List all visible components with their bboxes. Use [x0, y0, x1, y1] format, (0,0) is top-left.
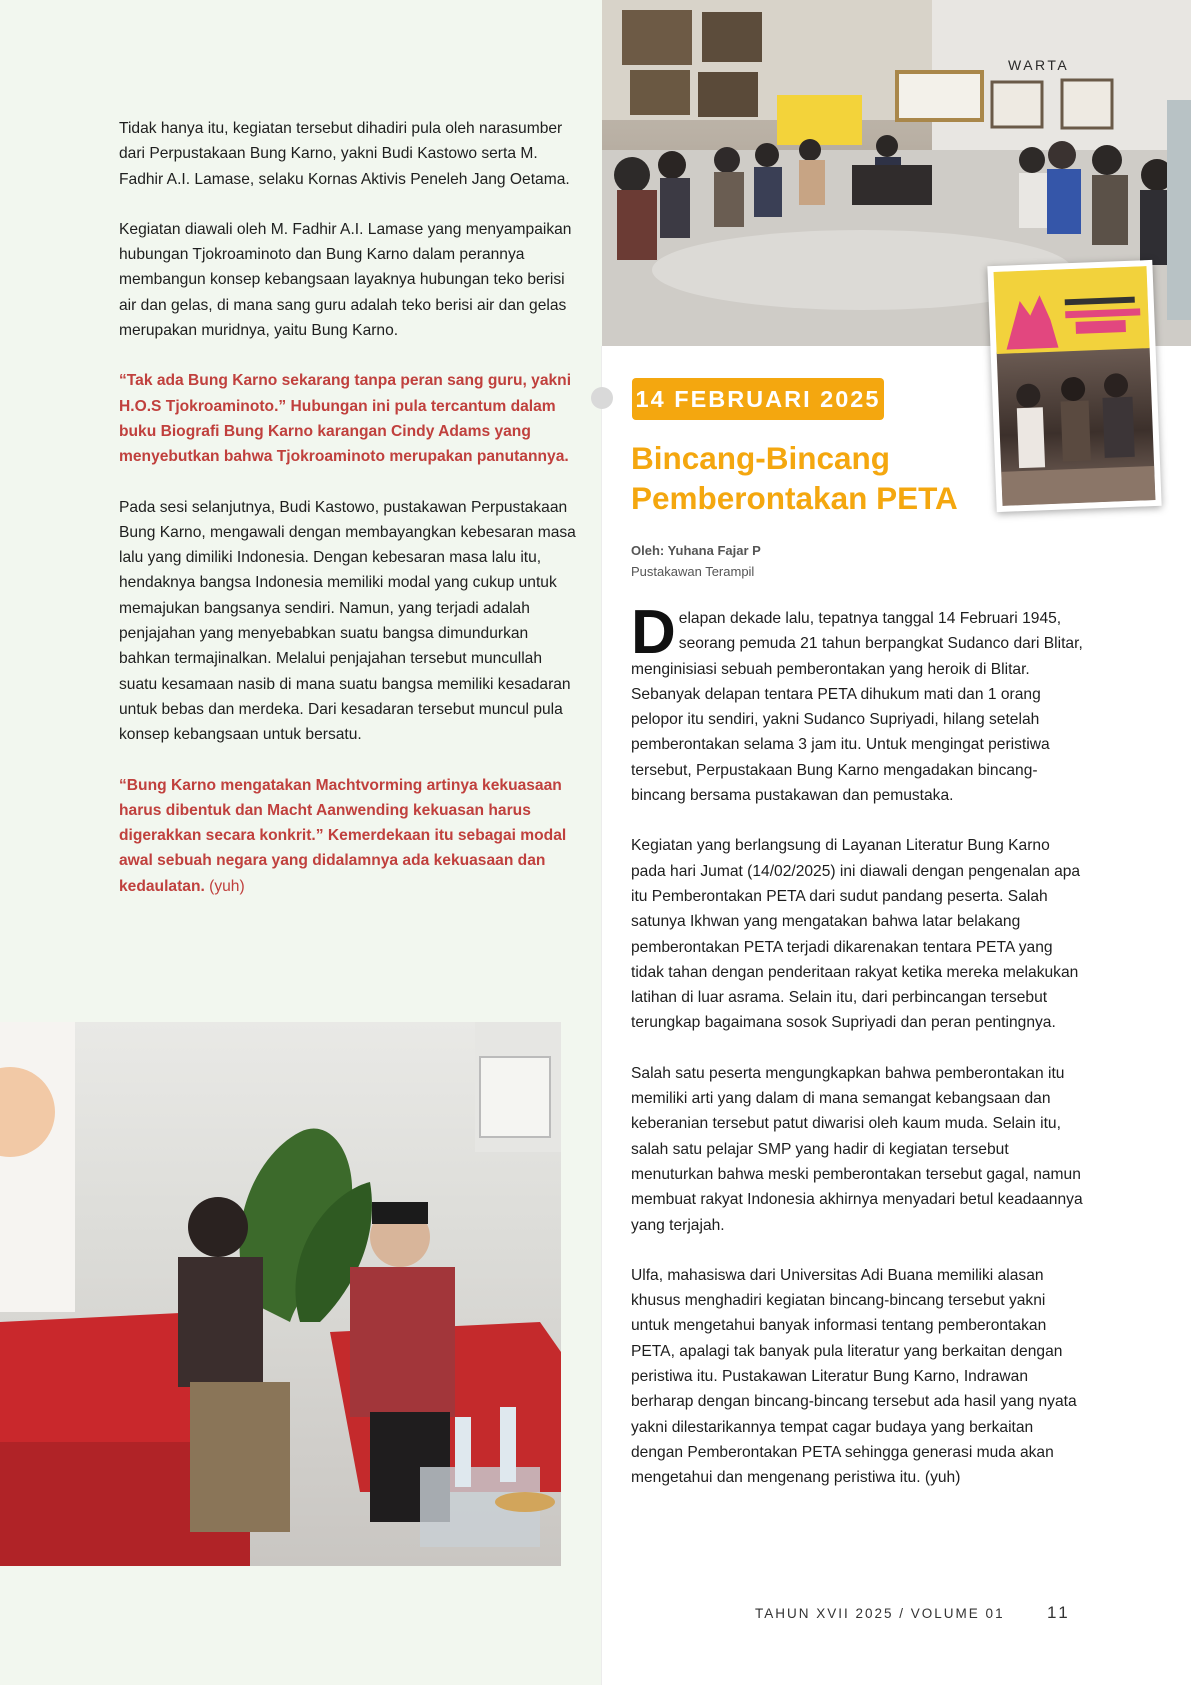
date-badge: 14 FEBRUARI 2025 — [632, 378, 884, 420]
drop-cap: D — [631, 598, 676, 667]
article-title — [631, 438, 971, 518]
speakers-photo-illustration — [0, 1022, 561, 1566]
poster-illustration — [994, 266, 1156, 506]
paragraph: Kegiatan diawali oleh M. Fadhir A.I. Lamase yang menyampaikan hubungan Tjokroaminoto dan Bung Karno dalam perannya membangun konsep kebangsaan layaknya hubungan teko berisi air dan gelas, di mana sang guru adalah teko berisi air dan gelas merupakan muridnya, yaitu Bung Karno. — [119, 220, 572, 340]
right-column-text — [631, 598, 1086, 1516]
paragraph: Tidak hanya itu, kegiatan tersebut dihadiri pula oleh narasumber dari Perpustakaan Bung Karno, yakni Budi Kastowo serta M. Fadhir A.I. Lamase, selaku Kornas Aktivis Peneleh Jang Oetama. — [119, 120, 570, 188]
paragraph-text: elapan dekade lalu, tepatnya tanggal 14 Februari 1945, seorang pemuda 21 tahun berpangkat Sudanco dari Blitar, menginisiasi sebuah pemberontakan yang heroik di Blitar. Sebanyak delapan tentara PETA dihukum mati dan 1 orang pelopor itu sendiri, yakni Sudanco Supriyadi, hilang setelah pemberontakan selama 3 jam itu. Untuk mengingat peristiwa tersebut, Perpustakaan Bung Karno mengadakan bincang-bincang bersama pustakawan dan pemustaka. — [631, 610, 1083, 805]
pull-quote: “Tak ada Bung Karno sekarang tanpa peran sang guru, yakni H.O.S Tjokroaminoto.” Hubungan ini pula tercantum dalam buku Biografi Bung Karno karangan Cindy Adams yang menyebutkan bahwa Tjokroaminoto merupakan panutannya. — [119, 372, 572, 466]
event-photo-speakers — [0, 1022, 561, 1566]
quote-text: “Bung Karno mengatakan Machtvorming artinya kekuasaan harus dibentuk dan Macht Aanwending kekuasan harus digerakkan secara konkrit.” Kemerdekaan itu sebagai modal awal sebuah negara yang didalamnya ada kekuasaan dan kedaulatan. — [119, 776, 567, 895]
title-line: Bincang-Bincang — [631, 440, 891, 476]
event-photo-inset — [987, 260, 1161, 512]
title-line: Pemberontakan PETA — [631, 480, 958, 516]
decorative-dot — [591, 387, 613, 409]
paragraph — [631, 598, 1086, 808]
paragraph: Pada sesi selanjutnya, Budi Kastowo, pustakawan Perpustakaan Bung Karno, mengawali dengan membayangkan kebesaran masa lalu yang dimiliki Indonesia. Dengan kebesaran masa lalu itu, hendaknya bangsa Indonesia memiliki modal yang cukup untuk memajukan bangsanya sendiri. Namun, yang terjadi adalah penjajahan yang menyebabkan suatu bangsa dimundurkan bahkan termajinalkan. Melalui penjajahan tersebut muncullah suatu kesamaan nasib di mana suatu bangsa memiliki kesadaran untuk bebas dan merdeka. Dari kesadaran tersebut muncul pula konsep kebangsaan untuk bersatu. — [119, 498, 576, 744]
pull-quote — [119, 773, 579, 899]
paragraph: Kegiatan yang berlangsung di Layanan Literatur Bung Karno pada hari Jumat (14/02/2025) ini diawali dengan pengenalan apa itu Pemberontakan PETA dari sudut pandang peserta. Salah satunya Ikhwan yang mengatakan bahwa latar belakang pemberontakan PETA terjadi dikarenakan tentara PETA yang tidak tahan dengan penderitaan rakyat ketika mereka melakukan latihan di luar asrama. Selain itu, dari perbincangan tersebut terungkap bagaimana sosok Supriyadi dan peran pentingnya. — [631, 837, 1081, 1032]
quote-signature: (yuh) — [209, 877, 245, 895]
author-role: Pustakawan Terampil — [631, 564, 755, 579]
inset-photo-content — [994, 266, 1156, 506]
author-block — [631, 540, 761, 582]
author-name: Oleh: Yuhana Fajar P — [631, 543, 761, 558]
section-label: WARTA — [1008, 57, 1070, 73]
paragraph: Ulfa, mahasiswa dari Universitas Adi Buana memiliki alasan khusus menghadiri kegiatan bincang-bincang tersebut yakni untuk mengetahui banyak informasi tentang pemberontakan PETA, apalagi tak banyak pula literatur yang berkaitan dengan peristiwa itu. Pustakawan Literatur Bung Karno, Indrawan berharap dengan bincang-bincang tersebut ada hasil yang nyata yakni dilestarikannya tempat cagar budaya yang berkaitan dengan Pemberontakan PETA sehingga generasi muda akan mengetahui dan mengenang peristiwa itu. (yuh) — [631, 1266, 1077, 1487]
page-number: 11 — [1047, 1603, 1071, 1622]
left-column-text — [119, 116, 579, 924]
column-divider — [601, 346, 602, 1685]
issue-info: TAHUN XVII 2025 / VOLUME 01 — [755, 1606, 1005, 1621]
paragraph: Salah satu peserta mengungkapkan bahwa pemberontakan itu memiliki arti yang dalam di mana semangat kebangsaan dan keberanian tersebut patut diwarisi oleh kaum muda. Selain itu, salah satu pelajar SMP yang hadir di kegiatan tersebut menuturkan bahwa meski pemberontakan tersebut gagal, namun membuat rakyat Indonesia akhirnya menyadari betul keadaannya yang terjajah. — [631, 1064, 1083, 1234]
